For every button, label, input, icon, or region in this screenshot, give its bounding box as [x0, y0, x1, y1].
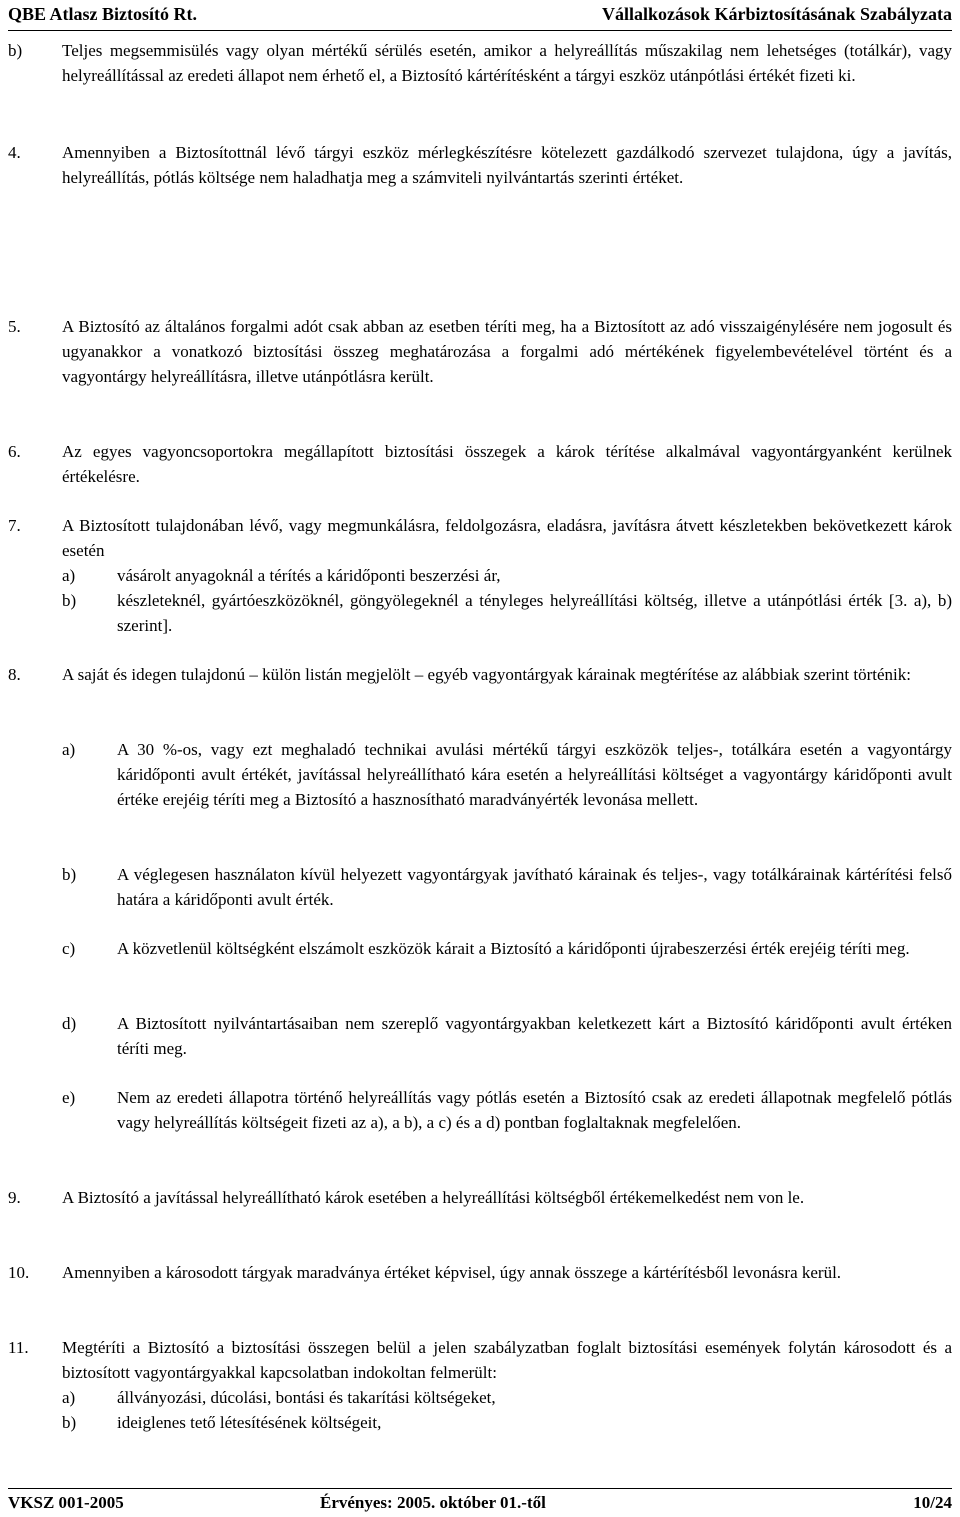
section-text: A Biztosító a javítással helyreállítható károk esetében a helyreállítási költségből értékemelkedést nem von le.: [62, 1188, 805, 1207]
section-6: [8, 439, 952, 489]
section-7: [8, 513, 952, 638]
item-text: A Biztosított nyilvántartásaiban nem szereplő vagyontárgyakban keletkezett kárt a Biztosító káridőponti avult értéken téríti meg.: [117, 1014, 952, 1058]
section-text: Amennyiben a károsodott tárgyak maradványa értéket képvisel, úgy annak összege a kártérítésből levonásra kerül.: [62, 1263, 842, 1282]
section-number: 7.: [8, 516, 21, 535]
section-number: 5.: [8, 317, 21, 336]
page-header: [8, 0, 952, 31]
item-label: b): [62, 591, 77, 610]
section-text: A Biztosított tulajdonában lévő, vagy megmunkálásra, feldolgozásra, eladásra, javításra átvett készletekben bekövetkezett károk esetén: [62, 516, 952, 560]
section-number: 4.: [8, 143, 21, 162]
item-label: a): [62, 1388, 76, 1407]
section-8-item-c: [8, 936, 952, 961]
item-label: b): [62, 1413, 77, 1432]
item-label: d): [62, 1014, 77, 1033]
item-label: b): [62, 865, 77, 884]
section-11-item-b: [62, 1410, 952, 1435]
section-text: Megtéríti a Biztosító a biztosítási összegen belül a jelen szabályzatban foglalt biztosítási események folytán károsodott és a biztosított vagyontárgyakkal kapcsolatban indokoltan felmerült:: [62, 1338, 952, 1382]
section-8-item-b: [8, 862, 952, 912]
section-text: Az egyes vagyoncsoportokra megállapított biztosítási összegek a károk térítése alkalmával vagyontárgyanként kerülnek értékelésre.: [62, 442, 952, 486]
page-footer: [8, 1488, 952, 1517]
section-4: [8, 140, 952, 190]
item-text: állványozási, dúcolási, bontási és takarítási költségeket,: [117, 1388, 496, 1407]
item-label: e): [62, 1088, 76, 1107]
item-label: a): [62, 740, 76, 759]
section-11: [8, 1335, 952, 1435]
item-text: Nem az eredeti állapotra történő helyreállítás vagy pótlás esetén a Biztosító csak az eredeti állapotnak megfelelő pótlás vagy helyreállítás költségeit fizeti az a), a b), a c) és a d) pontban foglaltaknak megfelelően.: [117, 1088, 952, 1132]
section-8: [8, 662, 952, 687]
section-7-item-b: [62, 588, 952, 638]
section-5: [8, 314, 952, 389]
section-text: A saját és idegen tulajdonú – külön listán megjelölt – egyéb vagyontárgyak kárainak megtérítése az alábbiak szerint történik:: [62, 665, 911, 684]
item-text: Teljes megsemmisülés vagy olyan mértékű sérülés esetén, amikor a helyreállítás műszakilag nem lehetséges (totálkár), vagy helyreállítással az eredeti állapot nem érhető el, a Biztosító kártérítésként a tárgyi eszköz utánpótlási értékét fizeti ki.: [62, 41, 952, 85]
section-text: A Biztosító az általános forgalmi adót csak abban az esetben téríti meg, ha a Biztosított az adó visszaigénylésére nem jogosult és ugyanakkor a vonatkozó biztosítási összeg meghatározása a forgalmi adó mértékének figyelembevételével történt és a vagyontárgy helyreállításra, illetve utánpótlásra került.: [62, 317, 952, 386]
section-11-item-a: [62, 1385, 952, 1410]
section-number: 6.: [8, 442, 21, 461]
section-number: 8.: [8, 665, 21, 684]
footer-page-number: 10/24: [913, 1493, 952, 1512]
section-number: 9.: [8, 1188, 21, 1207]
item-text: A közvetlenül költségként elszámolt eszközök kárait a Biztosító a káridőponti újrabeszerzési érték erejéig téríti meg.: [117, 939, 910, 958]
section-8-item-a: [8, 737, 952, 812]
item-text: ideiglenes tető létesítésének költségeit,: [117, 1413, 382, 1432]
item-text: készleteknél, gyártóeszközöknél, göngyölegeknél a tényleges helyreállítási költség, illetve a utánpótlási érték [3. a), b) szerint].: [117, 591, 952, 635]
header-document-title: Vállalkozások Kárbiztosításának Szabályzata: [601, 4, 952, 24]
footer-validity: Érvényes: 2005. október 01.-től: [320, 1493, 546, 1512]
footer-document-code: VKSZ 001-2005: [8, 1493, 124, 1512]
item-text: A 30 %-os, vagy ezt meghaladó technikai avulási mértékű tárgyi eszközök teljes-, totálkára esetén a vagyontárgy káridőponti avult értékét, javítással helyreállítható kára esetén a helyreállítási költséget a vagyontárgy káridőponti avult értéke erejéig téríti meg a Biztosító a hasznosítható maradványérték levonása mellett.: [117, 740, 952, 809]
section-8-item-e: [8, 1085, 952, 1135]
section-number: 11.: [8, 1338, 29, 1357]
section-7-item-a: [62, 563, 952, 588]
section-9: [8, 1185, 952, 1210]
section-8-item-d: [8, 1011, 952, 1061]
item-label: b): [8, 41, 23, 60]
section-number: 10.: [8, 1263, 30, 1282]
item-b-top: [8, 38, 952, 88]
item-text: vásárolt anyagoknál a térítés a káridőponti beszerzési ár,: [117, 566, 501, 585]
section-text: Amennyiben a Biztosítottnál lévő tárgyi eszköz mérlegkészítésre kötelezett gazdálkodó szervezet tulajdona, úgy a javítás, helyreállítás, pótlás költsége nem haladhatja meg a számviteli nyilvántartás szerinti értéket.: [62, 143, 952, 187]
item-label: c): [62, 939, 76, 958]
header-company: QBE Atlasz Biztosító Rt.: [8, 4, 197, 24]
item-text: A véglegesen használaton kívül helyezett vagyontárgyak javítható kárainak és teljes-, vagy totálkárainak kártérítési felső határa a káridőponti avult érték.: [117, 865, 952, 909]
section-10: [8, 1260, 952, 1285]
item-label: a): [62, 566, 76, 585]
